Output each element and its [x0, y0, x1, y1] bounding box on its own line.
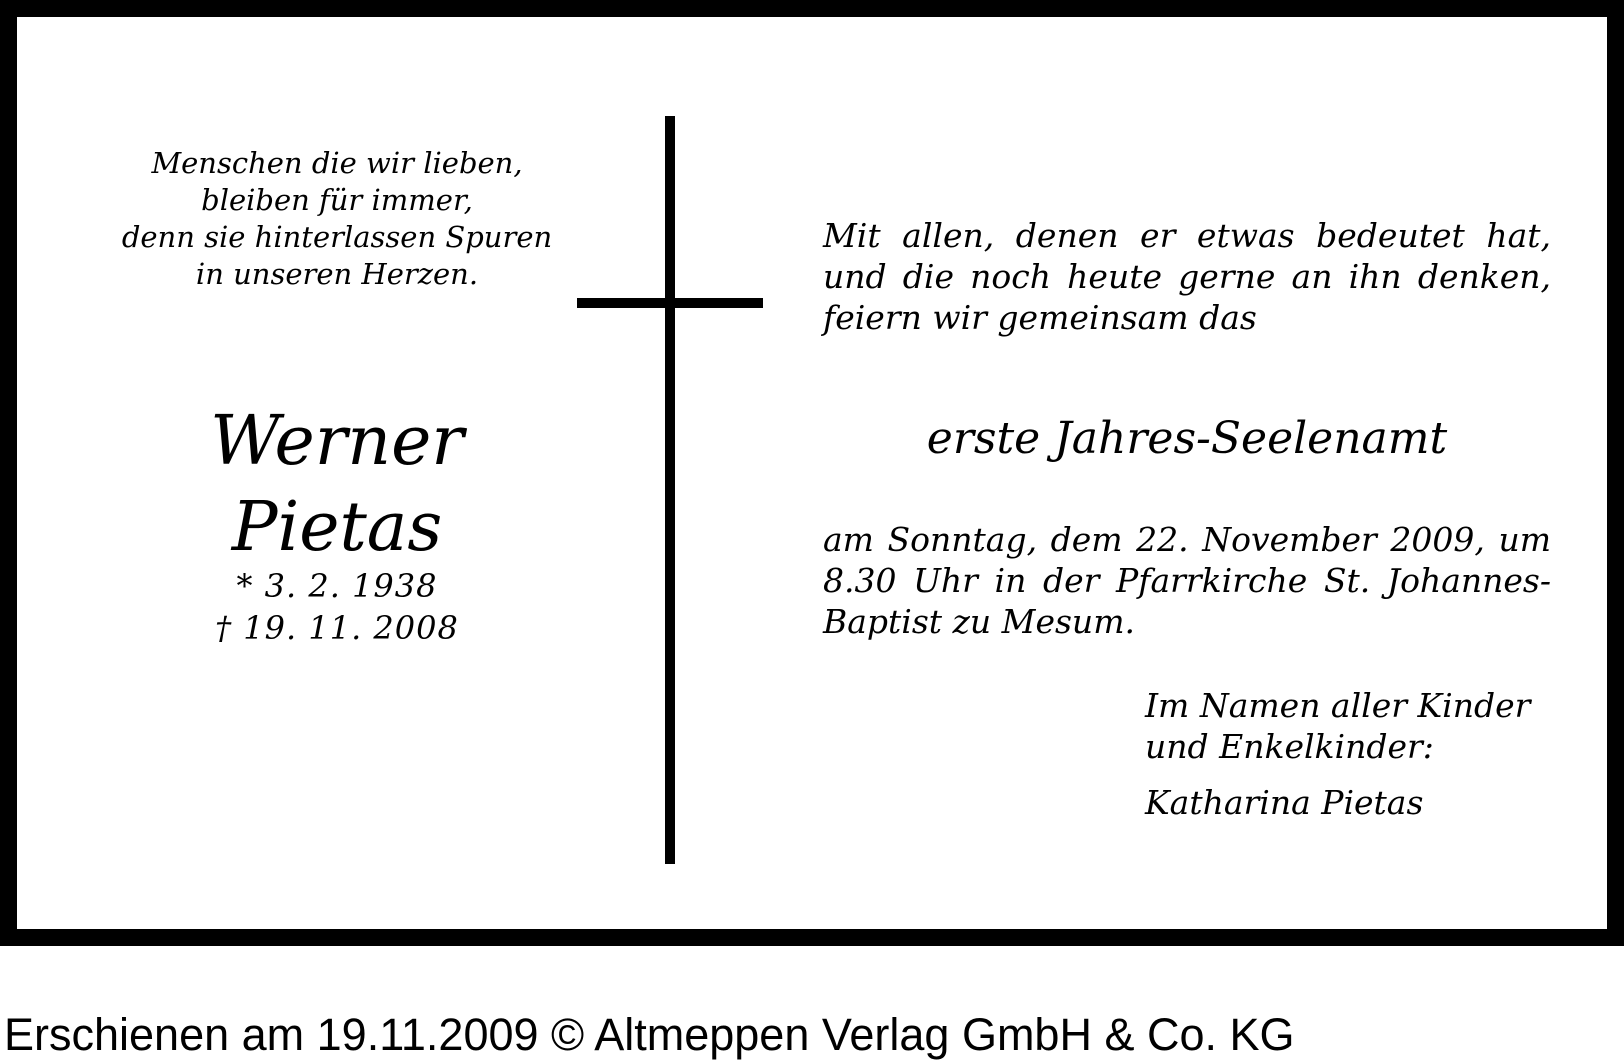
birth-date: * 3. 2. 1938: [236, 567, 438, 605]
poem-line: denn sie hinterlassen Spuren: [121, 220, 553, 254]
last-name: Pietas: [231, 488, 443, 567]
memorial-poem: [77, 145, 597, 293]
details-line: 8.30 Uhr in der Pfarrkirche St. Johannes-: [823, 561, 1551, 600]
poem-line: bleiben für immer,: [201, 183, 473, 217]
poem-line: in unseren Herzen.: [195, 257, 479, 291]
first-name: Werner: [210, 402, 464, 481]
publication-footer: Erschienen am 19.11.2009 © Altmeppen Verlag GmbH & Co. KG: [4, 1009, 1295, 1060]
signoff-line: und Enkelkinder:: [1145, 727, 1434, 766]
cross-icon-bar: [577, 298, 763, 308]
life-dates: [77, 565, 597, 649]
deceased-name: [77, 399, 597, 571]
intro-line: und die noch heute gerne an ihn denken,: [823, 257, 1551, 296]
signoff: [1145, 685, 1565, 823]
signoff-line: Im Namen aller Kinder: [1145, 686, 1531, 725]
details-line: am Sonntag, dem 22. November 2009, um: [823, 520, 1551, 559]
signer-name: Katharina Pietas: [1145, 783, 1424, 822]
event-details: [823, 519, 1551, 642]
death-date: † 19. 11. 2008: [215, 609, 459, 647]
cross-icon: [665, 116, 675, 864]
details-line: Baptist zu Mesum.: [823, 602, 1135, 641]
event-title: erste Jahres-Seelenamt: [926, 413, 1448, 464]
intro-line: Mit allen, denen er etwas bedeutet hat,: [823, 216, 1551, 255]
intro-text: [823, 215, 1551, 338]
intro-line: feiern wir gemeinsam das: [823, 298, 1257, 337]
poem-line: Menschen die wir lieben,: [151, 146, 523, 180]
